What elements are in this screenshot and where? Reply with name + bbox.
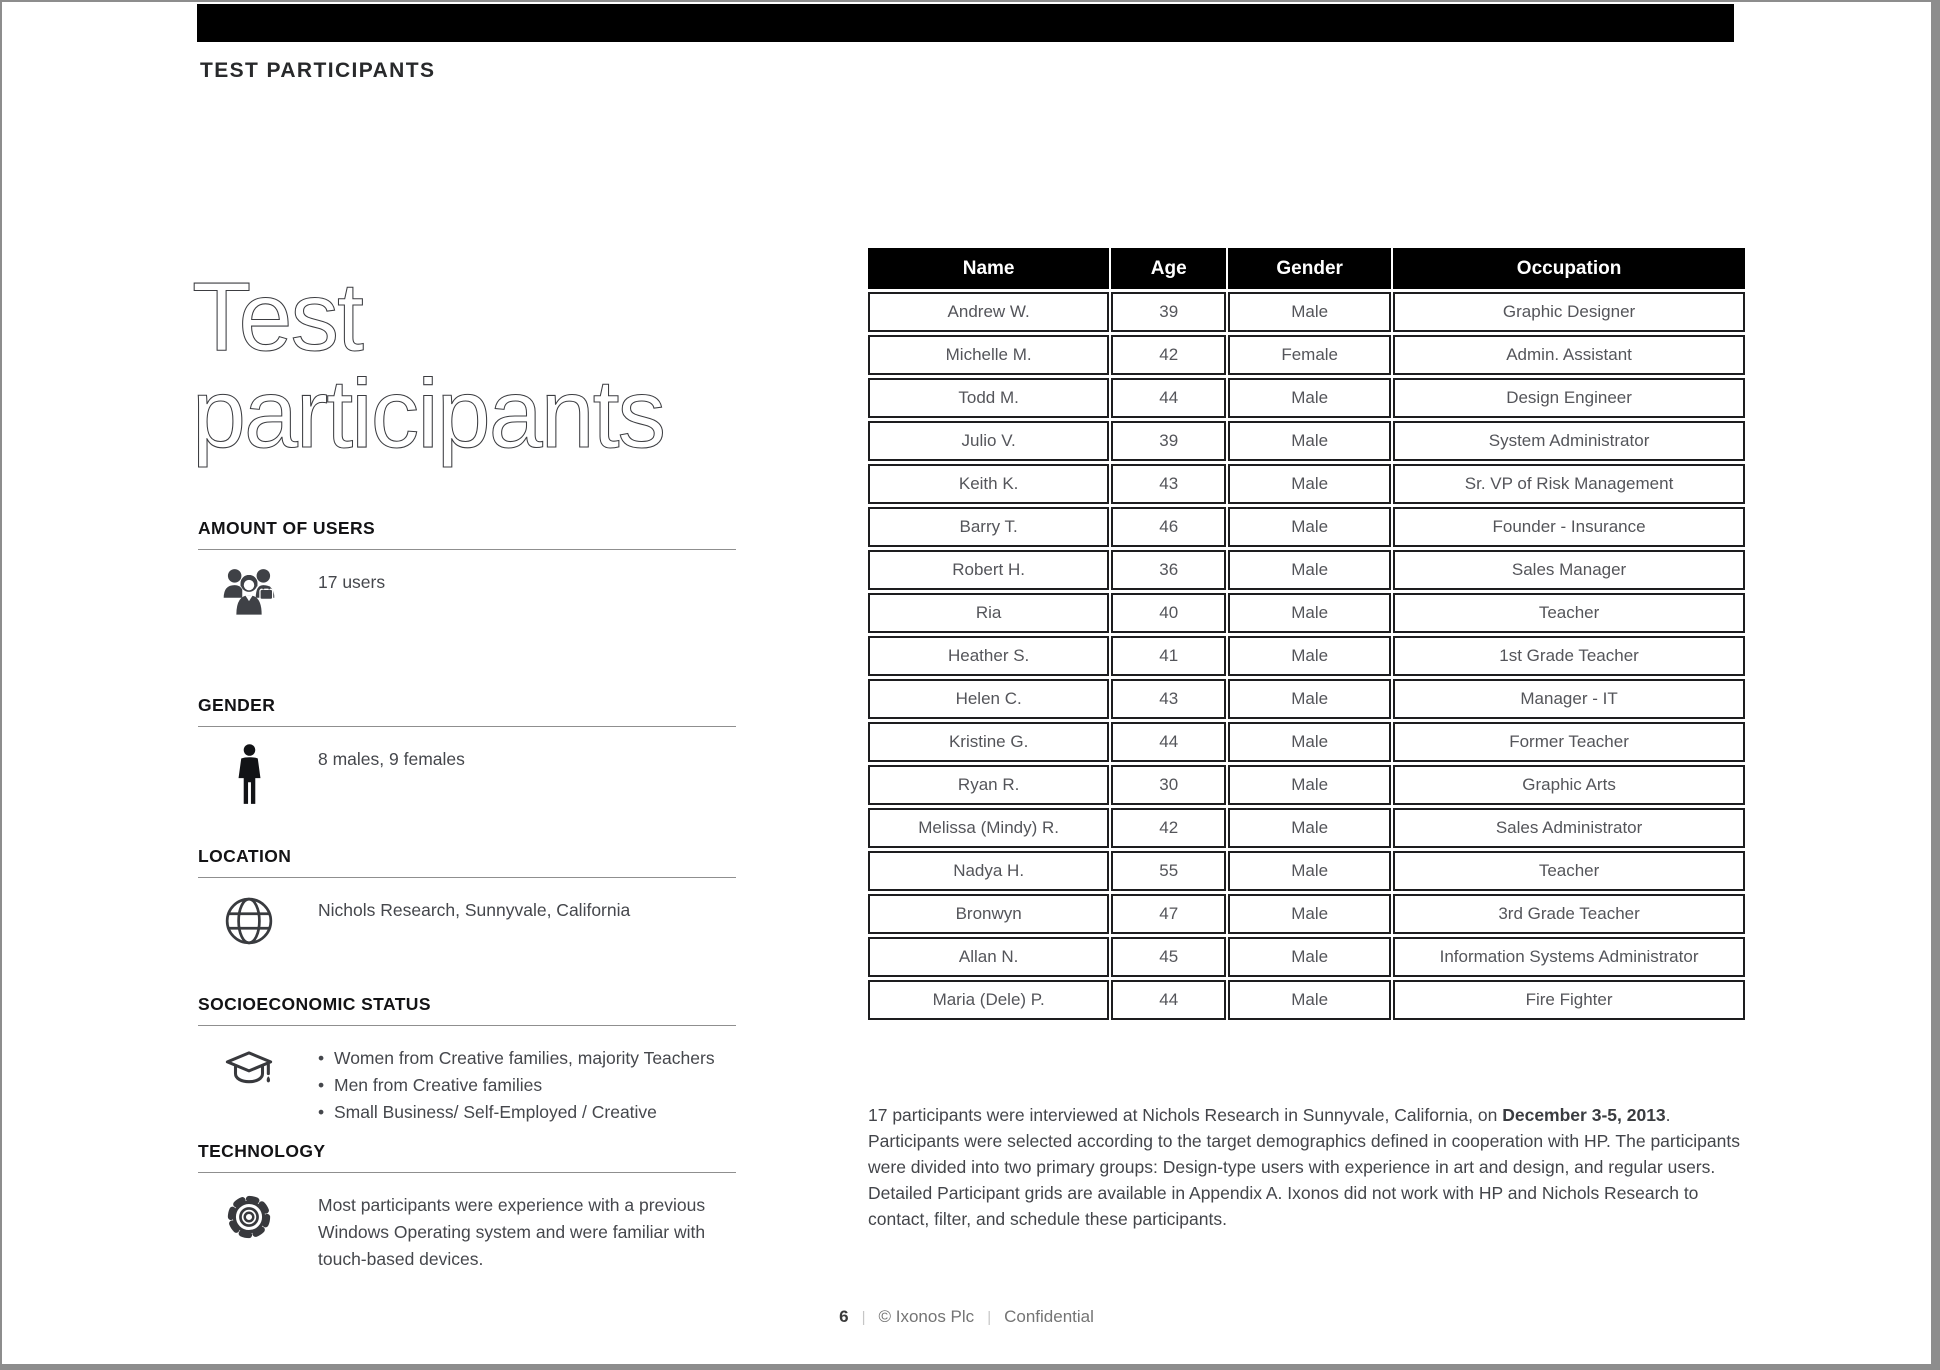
cell-age: 41 [1111,636,1226,676]
divider [198,549,736,550]
cell-gender: Male [1228,851,1391,891]
divider [198,1172,736,1173]
table-row [868,851,1745,891]
cell-age: 42 [1111,335,1226,375]
cell-name: Barry T. [868,507,1109,547]
cell-name: Keith K. [868,464,1109,504]
cell-name: Ryan R. [868,765,1109,805]
divider [198,1025,736,1026]
cell-occupation: Sr. VP of Risk Management [1393,464,1745,504]
cell-occupation: Former Teacher [1393,722,1745,762]
summary-paragraph [868,1103,1752,1232]
cell-age: 39 [1111,292,1226,332]
cell-name: Ria [868,593,1109,633]
cell-gender: Male [1228,593,1391,633]
cell-gender: Male [1228,722,1391,762]
cell-gender: Male [1228,980,1391,1020]
cell-occupation: Design Engineer [1393,378,1745,418]
cell-name: Bronwyn [868,894,1109,934]
table-row [868,679,1745,719]
footer-confidential: Confidential [1004,1307,1094,1326]
table-row [868,765,1745,805]
cell-occupation: Graphic Designer [1393,292,1745,332]
cell-gender: Male [1228,550,1391,590]
section-bullet-list [318,1043,736,1126]
section-heading: AMOUNT OF USERS [198,518,376,538]
table-row [868,937,1745,977]
cell-gender: Male [1228,894,1391,934]
page-number: 6 [839,1307,849,1326]
cell-age: 47 [1111,894,1226,934]
cell-age: 43 [1111,464,1226,504]
cell-age: 44 [1111,378,1226,418]
page-title-line2: participants [192,359,665,468]
cell-gender: Male [1228,937,1391,977]
cell-gender: Male [1228,378,1391,418]
section-heading: LOCATION [198,846,292,866]
participants-table-body [868,292,1745,1020]
list-item [318,1099,736,1126]
users-group-icon [222,567,276,615]
cell-occupation: Fire Fighter [1393,980,1745,1020]
page-title [192,262,665,468]
cell-gender: Male [1228,679,1391,719]
column-header-gender: Gender [1228,248,1391,289]
globe-icon [222,895,276,947]
cell-name: Julio V. [868,421,1109,461]
cell-gender: Male [1228,507,1391,547]
table-row [868,980,1745,1020]
cell-occupation: 1st Grade Teacher [1393,636,1745,676]
cell-age: 43 [1111,679,1226,719]
cell-occupation: Teacher [1393,851,1745,891]
section-technology [198,1141,736,1273]
table-row [868,464,1745,504]
cell-name: Michelle M. [868,335,1109,375]
cell-occupation: Graphic Arts [1393,765,1745,805]
table-row [868,722,1745,762]
table-row [868,636,1745,676]
summary-date-bold: December 3-5, 2013 [1502,1105,1666,1125]
cell-gender: Male [1228,421,1391,461]
cell-occupation: Sales Administrator [1393,808,1745,848]
gear-icon [222,1190,276,1244]
table-row [868,550,1745,590]
bullet-dot: • [318,1102,325,1123]
cell-age: 44 [1111,722,1226,762]
column-header-name: Name [868,248,1109,289]
person-icon [222,744,276,806]
bullet-text: Men from Creative families [334,1075,543,1096]
section-socioeconomic-status [198,994,736,1126]
section-location [198,846,736,947]
cell-age: 45 [1111,937,1226,977]
table-row [868,894,1745,934]
cell-occupation: Sales Manager [1393,550,1745,590]
summary-text-before: 17 participants were interviewed at Nichols Research in Sunnyvale, California, on [868,1105,1503,1125]
section-amount-of-users [198,518,736,615]
section-heading: TECHNOLOGY [198,1141,326,1161]
table-row [868,808,1745,848]
cell-gender: Male [1228,464,1391,504]
cell-age: 44 [1111,980,1226,1020]
cell-gender: Female [1228,335,1391,375]
cell-occupation: Admin. Assistant [1393,335,1745,375]
cell-name: Todd M. [868,378,1109,418]
graduation-cap-icon [222,1043,276,1097]
cell-occupation: Founder - Insurance [1393,507,1745,547]
bullet-text: Small Business/ Self-Employed / Creative [334,1102,657,1123]
slide-label: TEST PARTICIPANTS [200,59,436,82]
cell-name: Maria (Dele) P. [868,980,1109,1020]
cell-gender: Male [1228,765,1391,805]
table-row [868,421,1745,461]
cell-name: Melissa (Mindy) R. [868,808,1109,848]
section-value: Most participants were experience with a previous Windows Operating system and were familiar with touch-based devices. [318,1195,706,1270]
cell-occupation: 3rd Grade Teacher [1393,894,1745,934]
table-row [868,593,1745,633]
cell-occupation: Manager - IT [1393,679,1745,719]
cell-age: 55 [1111,851,1226,891]
cell-age: 39 [1111,421,1226,461]
cell-age: 30 [1111,765,1226,805]
cell-name: Nadya H. [868,851,1109,891]
list-item [318,1072,736,1099]
divider [198,877,736,878]
section-value: 17 users [318,572,386,592]
cell-occupation: System Administrator [1393,421,1745,461]
divider [198,726,736,727]
list-item [318,1045,736,1072]
page-footer [839,1307,1094,1327]
footer-separator: | [987,1308,992,1326]
cell-name: Heather S. [868,636,1109,676]
cell-age: 40 [1111,593,1226,633]
cell-gender: Male [1228,808,1391,848]
summary-text-after: . Participants were selected according to the target demographics defined in cooperation with HP. The participants were divided into two primary groups: Design-type users with experience in art and design, and regular users. Detailed Participant grids are available in Appendix A. Ixonos did not work with HP and Nichols Research to contact, filter, and schedule these participants. [868,1105,1740,1229]
table-row [868,507,1745,547]
bullet-text: Women from Creative families, majority Teachers [334,1048,715,1068]
section-heading: SOCIOECONOMIC STATUS [198,994,431,1014]
cell-name: Allan N. [868,937,1109,977]
cell-name: Kristine G. [868,722,1109,762]
cell-name: Robert H. [868,550,1109,590]
table-row [868,292,1745,332]
section-value: Nichols Research, Sunnyvale, California [318,900,631,920]
section-gender [198,695,736,806]
section-heading: GENDER [198,695,276,715]
participants-table [866,245,1747,1023]
table-row [868,378,1745,418]
page-title-line1: Test [192,262,362,371]
footer-copyright: © Ixonos Plc [878,1307,975,1326]
table-row [868,335,1745,375]
cell-age: 42 [1111,808,1226,848]
bullet-dot: • [318,1075,325,1096]
cell-occupation: Teacher [1393,593,1745,633]
cell-occupation: Information Systems Administrator [1393,937,1745,977]
cell-age: 46 [1111,507,1226,547]
cell-gender: Male [1228,292,1391,332]
section-value: 8 males, 9 females [318,749,465,769]
top-black-bar [197,4,1734,42]
column-header-age: Age [1111,248,1226,289]
cell-name: Andrew W. [868,292,1109,332]
cell-name: Helen C. [868,679,1109,719]
footer-separator: | [861,1308,866,1326]
bullet-dot: • [318,1048,325,1068]
column-header-occupation: Occupation [1393,248,1745,289]
participants-table-header-row [868,248,1745,289]
cell-gender: Male [1228,636,1391,676]
cell-age: 36 [1111,550,1226,590]
